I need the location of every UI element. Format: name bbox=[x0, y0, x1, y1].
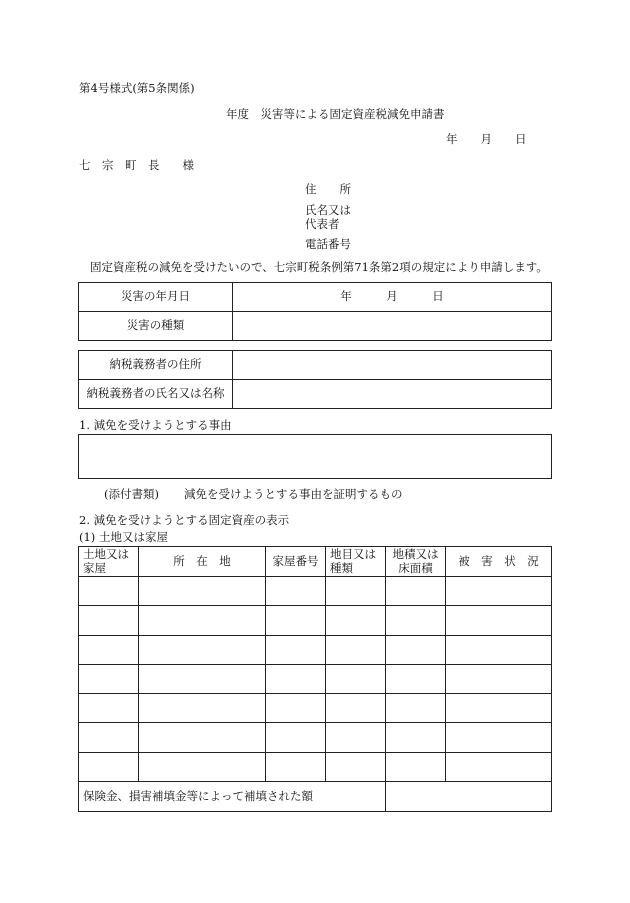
column-header-line: 家屋 bbox=[83, 560, 106, 575]
attachment-text: 減免を受けようとする事由を証明するもの bbox=[184, 487, 403, 501]
column-header-line: 床面積 bbox=[398, 560, 433, 575]
table-cell[interactable] bbox=[266, 752, 326, 781]
table-row bbox=[79, 635, 552, 664]
table-cell[interactable] bbox=[446, 752, 552, 781]
disaster-date-label: 災害の年月日 bbox=[79, 283, 233, 312]
table-cell[interactable] bbox=[386, 752, 446, 781]
insurance-label: 保険金、損害補填金等によって補填された額 bbox=[79, 782, 386, 812]
table-cell[interactable] bbox=[386, 635, 446, 664]
column-header-line: 被 害 状 況 bbox=[458, 553, 539, 568]
reason-box[interactable] bbox=[78, 434, 552, 479]
applicant-address-label: 住 所 bbox=[305, 182, 351, 196]
column-header-line: 地目又は bbox=[330, 546, 376, 561]
applicant-name-label: 氏名又は bbox=[305, 203, 351, 217]
column-header-land-category bbox=[326, 547, 386, 577]
disaster-type-value[interactable] bbox=[233, 312, 552, 341]
attachment-label: (添付書類) bbox=[104, 487, 159, 501]
table-cell[interactable] bbox=[79, 752, 139, 781]
insurance-value[interactable] bbox=[386, 782, 552, 812]
taxpayer-address-value[interactable] bbox=[233, 351, 552, 380]
table-cell[interactable] bbox=[326, 723, 386, 752]
column-header-house-number bbox=[266, 547, 326, 577]
taxpayer-name-value[interactable] bbox=[233, 380, 552, 409]
column-header-line: 地積又は bbox=[392, 546, 439, 561]
column-header-area bbox=[386, 547, 446, 577]
table-cell[interactable] bbox=[326, 577, 386, 606]
table-cell[interactable] bbox=[139, 752, 266, 781]
table-cell[interactable] bbox=[139, 577, 266, 606]
table-cell[interactable] bbox=[386, 664, 446, 693]
taxpayer-name-label: 納税義務者の氏名又は名称 bbox=[79, 380, 233, 409]
section1-heading: 1. 減免を受けようとする事由 bbox=[79, 418, 232, 432]
table-row bbox=[79, 606, 552, 635]
taxpayer-address-label: 納税義務者の住所 bbox=[79, 351, 233, 380]
intro-text: 固定資産税の減免を受けたいので、七宗町税条例第71条第2項の規定により申請します。 bbox=[90, 260, 548, 274]
table-cell[interactable] bbox=[79, 577, 139, 606]
table-cell[interactable] bbox=[266, 694, 326, 723]
table-cell[interactable] bbox=[79, 723, 139, 752]
column-header-damage-status bbox=[446, 547, 552, 577]
table-cell[interactable] bbox=[446, 664, 552, 693]
table-cell[interactable] bbox=[266, 723, 326, 752]
table-cell[interactable] bbox=[386, 723, 446, 752]
table-row bbox=[79, 723, 552, 752]
property-table bbox=[78, 546, 552, 812]
table-cell[interactable] bbox=[139, 723, 266, 752]
table-cell[interactable] bbox=[139, 694, 266, 723]
column-header-line: 所 在 地 bbox=[173, 553, 231, 568]
table-row bbox=[79, 694, 552, 723]
table-cell[interactable] bbox=[139, 635, 266, 664]
table-cell[interactable] bbox=[446, 694, 552, 723]
taxpayer-table bbox=[78, 350, 552, 409]
disaster-type-label: 災害の種類 bbox=[79, 312, 233, 341]
table-cell[interactable] bbox=[79, 635, 139, 664]
table-cell[interactable] bbox=[79, 606, 139, 635]
page-title: 年度 災害等による固定資産税減免申請書 bbox=[226, 107, 445, 121]
table-cell[interactable] bbox=[386, 577, 446, 606]
table-cell[interactable] bbox=[326, 752, 386, 781]
table-cell[interactable] bbox=[266, 664, 326, 693]
column-header-line: 土地又は bbox=[83, 546, 129, 561]
column-header-line: 種類 bbox=[330, 560, 353, 575]
table-row bbox=[79, 577, 552, 606]
table-cell[interactable] bbox=[326, 635, 386, 664]
table-cell[interactable] bbox=[386, 606, 446, 635]
column-header-line: 家屋番号 bbox=[272, 553, 319, 568]
form-number: 第4号様式(第5条関係) bbox=[79, 81, 195, 95]
table-cell[interactable] bbox=[446, 606, 552, 635]
section2-subheading: (1) 土地又は家屋 bbox=[79, 530, 168, 544]
table-cell[interactable] bbox=[446, 577, 552, 606]
table-cell[interactable] bbox=[326, 606, 386, 635]
table-cell[interactable] bbox=[79, 664, 139, 693]
table-cell[interactable] bbox=[79, 694, 139, 723]
table-row bbox=[79, 752, 552, 781]
addressee: 七 宗 町 長 様 bbox=[79, 158, 194, 172]
disaster-table bbox=[78, 282, 552, 341]
table-cell[interactable] bbox=[266, 577, 326, 606]
table-cell[interactable] bbox=[386, 694, 446, 723]
table-cell[interactable] bbox=[326, 664, 386, 693]
section2-heading: 2. 減免を受けようとする固定資産の表示 bbox=[79, 513, 290, 527]
applicant-phone-label: 電話番号 bbox=[305, 237, 351, 251]
table-cell[interactable] bbox=[266, 606, 326, 635]
applicant-representative-label: 代表者 bbox=[305, 217, 340, 231]
table-cell[interactable] bbox=[446, 635, 552, 664]
table-cell[interactable] bbox=[139, 606, 266, 635]
table-cell[interactable] bbox=[139, 664, 266, 693]
table-cell[interactable] bbox=[326, 694, 386, 723]
date-line: 年 月 日 bbox=[446, 132, 527, 146]
table-cell[interactable] bbox=[446, 723, 552, 752]
table-row bbox=[79, 664, 552, 693]
column-header-location bbox=[139, 547, 266, 577]
column-header-land-or-building bbox=[79, 547, 139, 577]
disaster-date-value[interactable]: 年 月 日 bbox=[233, 283, 552, 312]
table-cell[interactable] bbox=[266, 635, 326, 664]
